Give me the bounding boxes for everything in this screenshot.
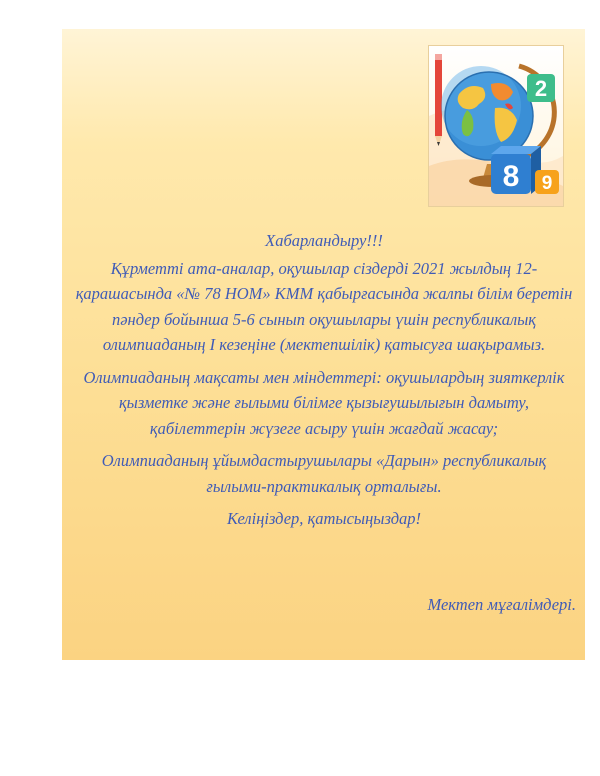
- cube-digit-2: 2: [534, 76, 548, 101]
- signature: Мектеп мұғалімдері.: [427, 595, 576, 614]
- welcome-paragraph: Келіңіздер, қатысыңыздар!: [226, 509, 422, 528]
- pencil-icon: [435, 54, 442, 146]
- globe-illustration-svg: [429, 46, 563, 206]
- number-cube-9: [535, 170, 559, 194]
- cube-digit-8: 8: [502, 160, 520, 193]
- cube-digit-9: 9: [541, 173, 553, 194]
- invitation-paragraph: Құрметті ата-аналар, оқушылар сіздерді 2021 жылдың 12-қарашасында «№ 78 НОМ» КММ қабырғасында жалпы білім беретін пәндер бойынша 5-6 сынып оқушылары үшін республикалық олимпиаданың І кезеңіне (мектепшілік) қатысуға шақырамыз.: [75, 258, 573, 354]
- number-cube-2: [527, 74, 555, 102]
- announcement-heading: Хабарландыру!!!: [265, 231, 383, 250]
- organizers-paragraph: Олимпиаданың ұйымдастырушылары «Дарын» республикалық ғылыми-практикалық орталығы.: [101, 451, 547, 496]
- announcement-text: [70, 228, 578, 539]
- number-cube-8: [491, 146, 541, 194]
- goals-paragraph: Олимпиаданың мақсаты мен міндеттері: оқушылардың зияткерлік қызметке және ғылыми білімге қызығушылығын дамыту, қабілеттерін жүзеге асыру үшін жағдай жасау;: [83, 367, 565, 438]
- school-globe-icon: [429, 46, 563, 206]
